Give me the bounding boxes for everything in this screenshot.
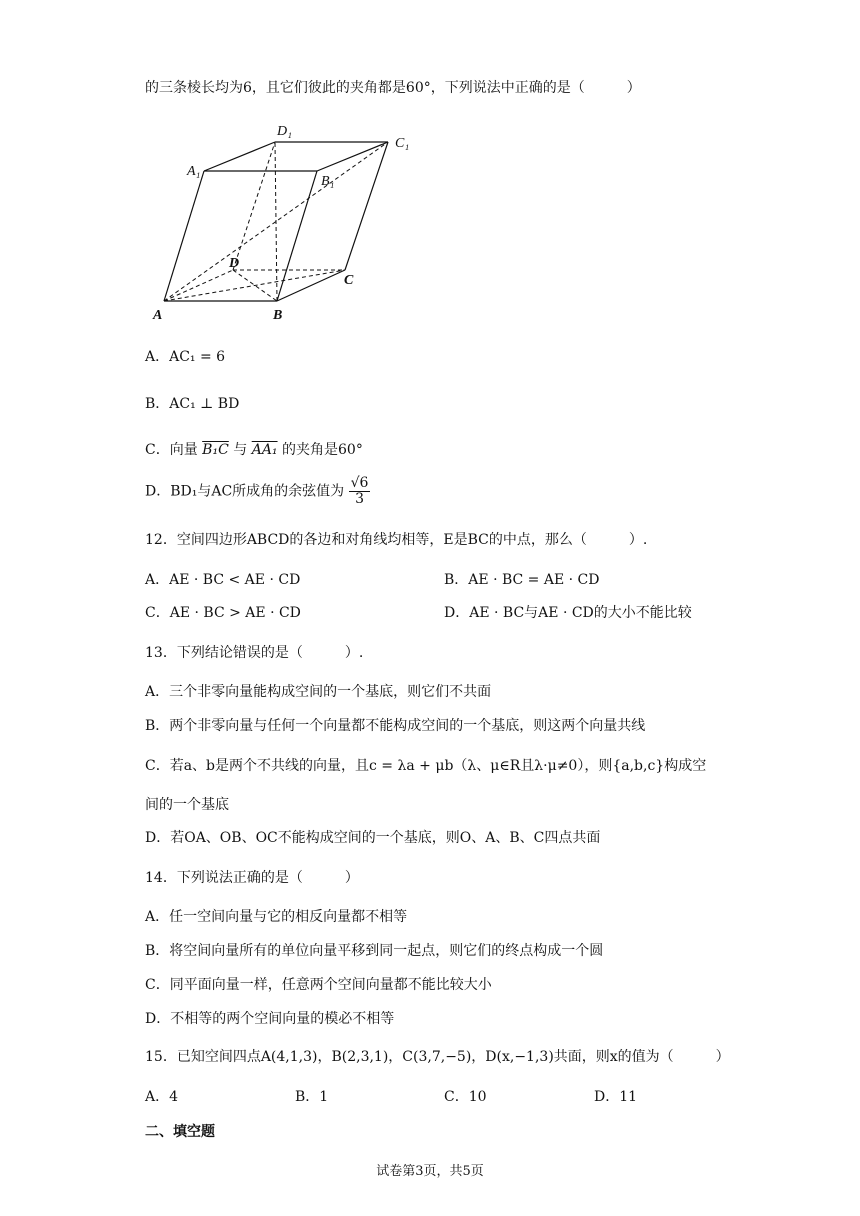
q12-option-d: D．AE · BC与AE · CD的大小不能比较 xyxy=(444,605,692,621)
fraction-denominator: 3 xyxy=(355,491,364,507)
q11-option-a: A．AC₁ = 6 xyxy=(145,349,226,365)
q15-option-d: D．11 xyxy=(594,1089,638,1105)
fraction-sqrt6-over-3 xyxy=(349,476,371,507)
q14-option-b: B．将空间向量所有的单位向量平移到同一起点，则它们的终点构成一个圆 xyxy=(145,943,604,959)
q13-stem: 13．下列结论错误的是（ ）. xyxy=(145,645,364,661)
q15-option-b: B．1 xyxy=(295,1089,329,1105)
q14-option-d: D．不相等的两个空间向量的模必不相等 xyxy=(145,1011,395,1027)
label-D1: D₁ xyxy=(277,124,292,139)
parallelepiped-figure xyxy=(145,115,410,325)
q12-option-a: A．AE · BC < AE · CD xyxy=(145,572,301,588)
q11-d-pre: D．BD₁与AC所成角的余弦值为 xyxy=(145,483,345,500)
page-footer: 试卷第3页，共5页 xyxy=(376,1164,484,1179)
label-C1: C₁ xyxy=(395,136,410,151)
q12-option-b: B．AE · BC = AE · CD xyxy=(444,572,600,588)
q15-option-a: A．4 xyxy=(145,1089,179,1105)
q13-option-c-line2: 间的一个基底 xyxy=(145,797,229,813)
fraction-numerator: √6 xyxy=(350,475,369,491)
q11-option-c xyxy=(145,441,363,459)
label-D: D xyxy=(229,256,240,271)
q14-option-c: C．同平面向量一样，任意两个空间向量都不能比较大小 xyxy=(145,977,492,993)
q13-option-d: D．若OA、OB、OC不能构成空间的一个基底，则O、A、B、C四点共面 xyxy=(145,830,601,846)
q11-intro: 的三条棱长均为6，且它们彼此的夹角都是60°，下列说法中正确的是（ ） xyxy=(145,80,641,96)
q12-option-c: C．AE · BC > AE · CD xyxy=(145,605,301,621)
section-heading: 二、填空题 xyxy=(145,1124,215,1140)
label-A1: A₁ xyxy=(187,164,201,179)
q11-c-pre: C．向量 xyxy=(145,442,198,458)
q11-option-d xyxy=(145,476,370,507)
q15-stem: 15．已知空间四点A(4,1,3)，B(2,3,1)，C(3,7,−5)，D(x,−1,3)共面，则x的值为（ ） xyxy=(145,1049,730,1065)
q15-option-c: C．10 xyxy=(444,1089,487,1105)
q13-option-a: A．三个非零向量能构成空间的一个基底，则它们不共面 xyxy=(145,684,492,700)
q11-c-post: 的夹角是60° xyxy=(282,442,363,458)
q11-c-vector2: AA₁ xyxy=(251,442,278,458)
q12-stem: 12．空间四边形ABCD的各边和对角线均相等，E是BC的中点，那么（ ）. xyxy=(145,532,648,548)
label-B: B xyxy=(273,308,283,323)
label-A: A xyxy=(153,308,163,323)
q13-option-b: B．两个非零向量与任何一个向量都不能构成空间的一个基底，则这两个向量共线 xyxy=(145,718,646,734)
q11-c-vector1: B₁C xyxy=(202,442,229,458)
q11-option-b: B．AC₁ ⊥ BD xyxy=(145,396,240,412)
label-C: C xyxy=(344,273,354,288)
label-B1: B₁ xyxy=(321,174,335,189)
q13-option-c-line1: C．若a、b是两个不共线的向量，且c = λa + μb（λ、μ∈R且λ·μ≠0），则{a,b,c}构成空 xyxy=(145,758,707,774)
q11-c-mid: 与 xyxy=(233,442,248,458)
q14-option-a: A．任一空间向量与它的相反向量都不相等 xyxy=(145,909,408,925)
q14-stem: 14．下列说法正确的是（ ） xyxy=(145,870,359,886)
